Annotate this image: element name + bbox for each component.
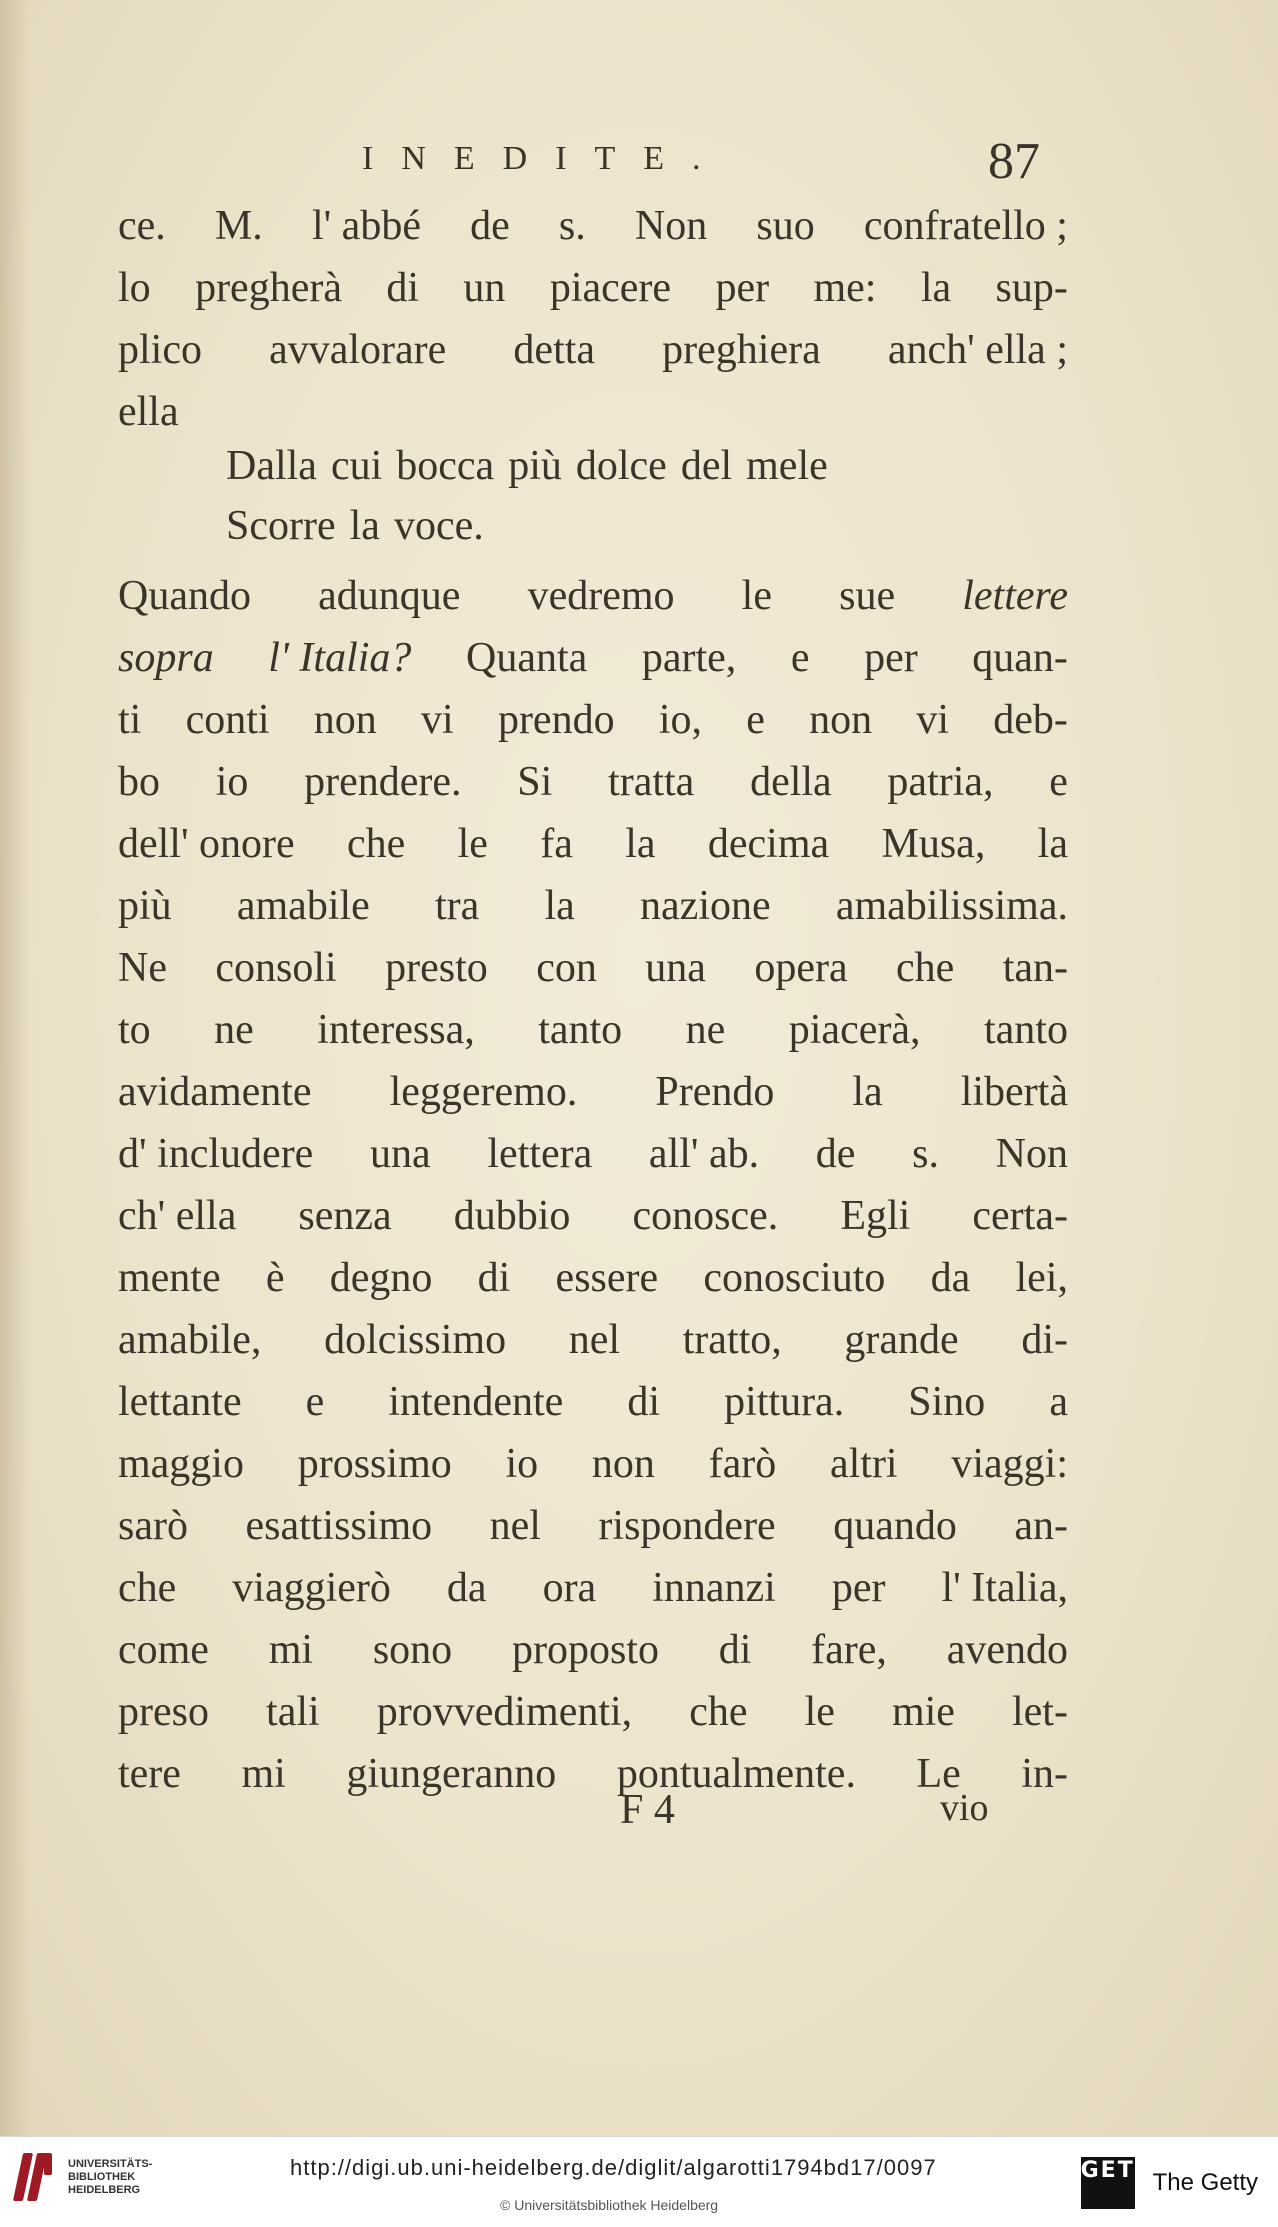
- word: Quando: [118, 573, 251, 619]
- word: più: [508, 443, 562, 489]
- text-line: [118, 690, 1068, 750]
- word: vi: [421, 697, 454, 743]
- word: degno: [329, 1255, 433, 1301]
- word: bocca: [396, 443, 495, 489]
- university-library-logo[interactable]: [14, 2151, 152, 2203]
- word: detta: [513, 327, 596, 373]
- word: anch' ella ;: [887, 327, 1068, 373]
- word: presto: [385, 945, 488, 991]
- word: Musa,: [881, 821, 986, 867]
- word: io: [215, 759, 249, 805]
- word: piacere: [549, 265, 672, 311]
- word: e: [305, 1379, 325, 1425]
- word: Le: [916, 1751, 961, 1797]
- word: tere: [118, 1751, 181, 1797]
- word: per: [715, 265, 770, 311]
- word: mi: [268, 1627, 314, 1673]
- text-line: [118, 938, 1068, 998]
- word: deb-: [993, 697, 1068, 743]
- word: e: [1049, 759, 1068, 805]
- word: tratto,: [682, 1317, 782, 1363]
- word: Ne: [118, 945, 167, 991]
- word: sono: [372, 1627, 453, 1673]
- word: Dalla: [226, 443, 317, 489]
- permalink-url[interactable]: http://digi.ub.uni-heidelberg.de/diglit/algarotti1794bd17/0097: [290, 2155, 937, 2180]
- word: essere: [555, 1255, 659, 1301]
- word: sarò: [118, 1503, 188, 1549]
- page-number: 87: [988, 133, 1040, 190]
- word: amabile: [236, 883, 370, 929]
- word: viaggi:: [951, 1441, 1068, 1487]
- word: Non: [634, 203, 708, 249]
- word: per: [864, 635, 918, 681]
- word: è: [265, 1255, 285, 1301]
- word: le: [741, 573, 772, 619]
- text-line: [118, 752, 1068, 812]
- word: pregherà: [195, 265, 342, 311]
- word: la: [349, 503, 380, 549]
- text-line: [118, 320, 1068, 380]
- word: an-: [1014, 1503, 1068, 1549]
- word: sue: [839, 573, 896, 619]
- word: ch' ella: [118, 1193, 237, 1239]
- word: che: [118, 1565, 177, 1611]
- word: amabilissima.: [835, 883, 1068, 929]
- text-line: [118, 1496, 1068, 1556]
- word: mi: [241, 1751, 286, 1797]
- word: me:: [813, 265, 877, 311]
- page-header: [362, 133, 1040, 190]
- getty-emblem-icon: GETTY: [1081, 2157, 1135, 2209]
- word: una: [645, 945, 706, 991]
- word: conosciuto: [703, 1255, 886, 1301]
- word: libertà: [960, 1069, 1068, 1115]
- word: che: [347, 821, 406, 867]
- word: M.: [214, 203, 263, 249]
- text-line: [118, 1000, 1068, 1060]
- word: voce.: [393, 503, 484, 549]
- word: lettera: [487, 1131, 593, 1177]
- word: decima: [707, 821, 830, 867]
- word: come: [118, 1627, 209, 1673]
- word: Scorre: [226, 503, 336, 549]
- word: con: [536, 945, 597, 991]
- text-line: [118, 1558, 1068, 1618]
- word: esattissimo: [245, 1503, 433, 1549]
- word: tali: [266, 1689, 320, 1735]
- word: tanto: [983, 1007, 1068, 1053]
- text-line: [118, 1186, 1068, 1246]
- text-line: [118, 1310, 1068, 1370]
- word: io: [505, 1441, 539, 1487]
- word: mie: [891, 1689, 955, 1735]
- word: preghiera: [662, 327, 821, 373]
- word: avendo: [946, 1627, 1068, 1673]
- text-line: [118, 1062, 1068, 1122]
- word: bo: [118, 759, 160, 805]
- word: a: [1049, 1379, 1068, 1425]
- word: non: [809, 697, 873, 743]
- word: prendere.: [304, 759, 462, 805]
- word: consoli: [215, 945, 337, 991]
- word: s.: [558, 203, 586, 249]
- text-line: [118, 566, 1068, 626]
- word: la: [544, 883, 575, 929]
- word: ne: [214, 1007, 254, 1053]
- word: ora: [542, 1565, 597, 1611]
- word: nel: [489, 1503, 541, 1549]
- text-line: [118, 382, 1068, 442]
- library-name: [68, 2158, 152, 2197]
- word: interessa,: [317, 1007, 475, 1053]
- text-line: [118, 1124, 1068, 1184]
- word: let-: [1011, 1689, 1068, 1735]
- word: da: [446, 1565, 487, 1611]
- word: Quanta: [465, 635, 588, 681]
- word: piacerà,: [788, 1007, 921, 1053]
- word: e: [790, 635, 810, 681]
- word: fa: [540, 821, 573, 867]
- word: mele: [746, 443, 828, 489]
- word: non: [591, 1441, 655, 1487]
- word: la: [852, 1069, 883, 1115]
- word: Prendo: [655, 1069, 775, 1115]
- word: di-: [1021, 1317, 1068, 1363]
- text-line: [226, 496, 1046, 556]
- word: lei,: [1015, 1255, 1068, 1301]
- text-line: [118, 628, 1068, 688]
- word: plico: [118, 327, 202, 373]
- getty-label: The Getty: [1152, 2169, 1258, 2196]
- word: più: [118, 883, 172, 929]
- catchword: vio: [940, 1787, 989, 1829]
- word: suo: [756, 203, 815, 249]
- word: Egli: [840, 1193, 911, 1239]
- word: della: [750, 759, 832, 805]
- word: la: [625, 821, 656, 867]
- word: le: [804, 1689, 835, 1735]
- word: pittura.: [724, 1379, 845, 1425]
- word: tratta: [608, 759, 695, 805]
- word: per: [831, 1565, 886, 1611]
- word: innanzi: [652, 1565, 776, 1611]
- word: viaggierò: [232, 1565, 391, 1611]
- word: prossimo: [297, 1441, 452, 1487]
- word: lo: [118, 265, 151, 311]
- text-line: [118, 196, 1068, 256]
- word: di: [386, 265, 420, 311]
- word: pontualmente.: [616, 1751, 856, 1797]
- word: de: [815, 1131, 856, 1177]
- word: giungeranno: [346, 1751, 557, 1797]
- getty-logo[interactable]: [1081, 2157, 1258, 2209]
- word: che: [896, 945, 955, 991]
- word: to: [118, 1007, 151, 1053]
- word: conosce.: [632, 1193, 779, 1239]
- word: patria,: [887, 759, 994, 805]
- word: provvedimenti,: [376, 1689, 633, 1735]
- library-name-line: BIBLIOTHEK: [68, 2170, 136, 2183]
- text-line: [118, 1248, 1068, 1308]
- word: avidamente: [118, 1069, 312, 1115]
- library-emblem-icon: [14, 2151, 56, 2203]
- word: le: [457, 821, 488, 867]
- word: quando: [833, 1503, 957, 1549]
- word: lettante: [118, 1379, 242, 1425]
- text-line: [226, 436, 1046, 496]
- text-line: [118, 814, 1068, 874]
- word: la: [920, 265, 952, 311]
- viewer-footer: [0, 2136, 1278, 2227]
- word: mente: [118, 1255, 221, 1301]
- word: l' abbé: [311, 203, 421, 249]
- word: sopra: [118, 635, 214, 681]
- word: Si: [517, 759, 553, 805]
- word: leggeremo.: [389, 1069, 578, 1115]
- word: tanto: [538, 1007, 623, 1053]
- word: maggio: [118, 1441, 244, 1487]
- word: nel: [568, 1317, 621, 1363]
- word: sup-: [995, 265, 1068, 311]
- word: l' Italia,: [941, 1565, 1068, 1611]
- word: d' includere: [118, 1131, 314, 1177]
- word: parte,: [641, 635, 737, 681]
- word: dolcissimo: [324, 1317, 507, 1363]
- word: tan-: [1002, 945, 1068, 991]
- word: cui: [330, 443, 383, 489]
- word: io,: [658, 697, 702, 743]
- word: adunque: [318, 573, 461, 619]
- word: proposto: [511, 1627, 659, 1673]
- word: che: [689, 1689, 748, 1735]
- word: in-: [1021, 1751, 1068, 1797]
- word: de: [470, 203, 510, 249]
- text-line: [118, 1682, 1068, 1742]
- word: senza: [298, 1193, 392, 1239]
- word: tra: [435, 883, 480, 929]
- word: grande: [844, 1317, 959, 1363]
- word: preso: [118, 1689, 209, 1735]
- word: vedremo: [527, 573, 675, 619]
- word: fare,: [811, 1627, 887, 1673]
- word: Sino: [908, 1379, 986, 1425]
- word: di: [718, 1627, 752, 1673]
- word: avvalorare: [269, 327, 447, 373]
- word: dolce: [575, 443, 667, 489]
- word: lettere: [962, 573, 1068, 619]
- word: farò: [708, 1441, 777, 1487]
- word: s.: [912, 1131, 939, 1177]
- word: altri: [829, 1441, 898, 1487]
- word: opera: [754, 945, 848, 991]
- word: l' Italia?: [268, 635, 412, 681]
- running-title: INEDITE.: [362, 140, 729, 177]
- word: amabile,: [118, 1317, 262, 1363]
- word: di: [627, 1379, 661, 1425]
- copyright-notice: © Universitätsbibliothek Heidelberg: [500, 2197, 719, 2213]
- word: ce.: [118, 203, 166, 249]
- text-line: [118, 1372, 1068, 1432]
- word: e: [746, 697, 765, 743]
- text-line: [118, 258, 1068, 318]
- word: prendo: [497, 697, 615, 743]
- word: la: [1037, 821, 1068, 867]
- printer-signature-mark: F 4: [620, 1787, 675, 1833]
- text-line: [118, 876, 1068, 936]
- word: confratello ;: [863, 203, 1068, 249]
- word: dell' onore: [118, 821, 295, 867]
- word: una: [370, 1131, 431, 1177]
- word: un: [463, 265, 506, 311]
- word: nazione: [640, 883, 771, 929]
- library-name-line: UNIVERSITÄTS-: [68, 2157, 153, 2170]
- word: ti: [118, 697, 142, 743]
- word: intendente: [388, 1379, 564, 1425]
- library-name-line: HEIDELBERG: [68, 2183, 141, 2196]
- word: di: [477, 1255, 511, 1301]
- word: Non: [995, 1131, 1068, 1177]
- word: ella: [118, 389, 179, 435]
- word: all' ab.: [648, 1131, 760, 1177]
- word: conti: [185, 697, 270, 743]
- text-line: [118, 1620, 1068, 1680]
- word: certa-: [972, 1193, 1068, 1239]
- word: da: [930, 1255, 971, 1301]
- word: vi: [916, 697, 950, 743]
- word: del: [680, 443, 733, 489]
- word: ne: [685, 1007, 726, 1053]
- word: non: [313, 697, 377, 743]
- text-line: [118, 1744, 1068, 1804]
- word: quan-: [972, 635, 1068, 681]
- word: dubbio: [453, 1193, 571, 1239]
- word: rispondere: [598, 1503, 776, 1549]
- text-line: [118, 1434, 1068, 1494]
